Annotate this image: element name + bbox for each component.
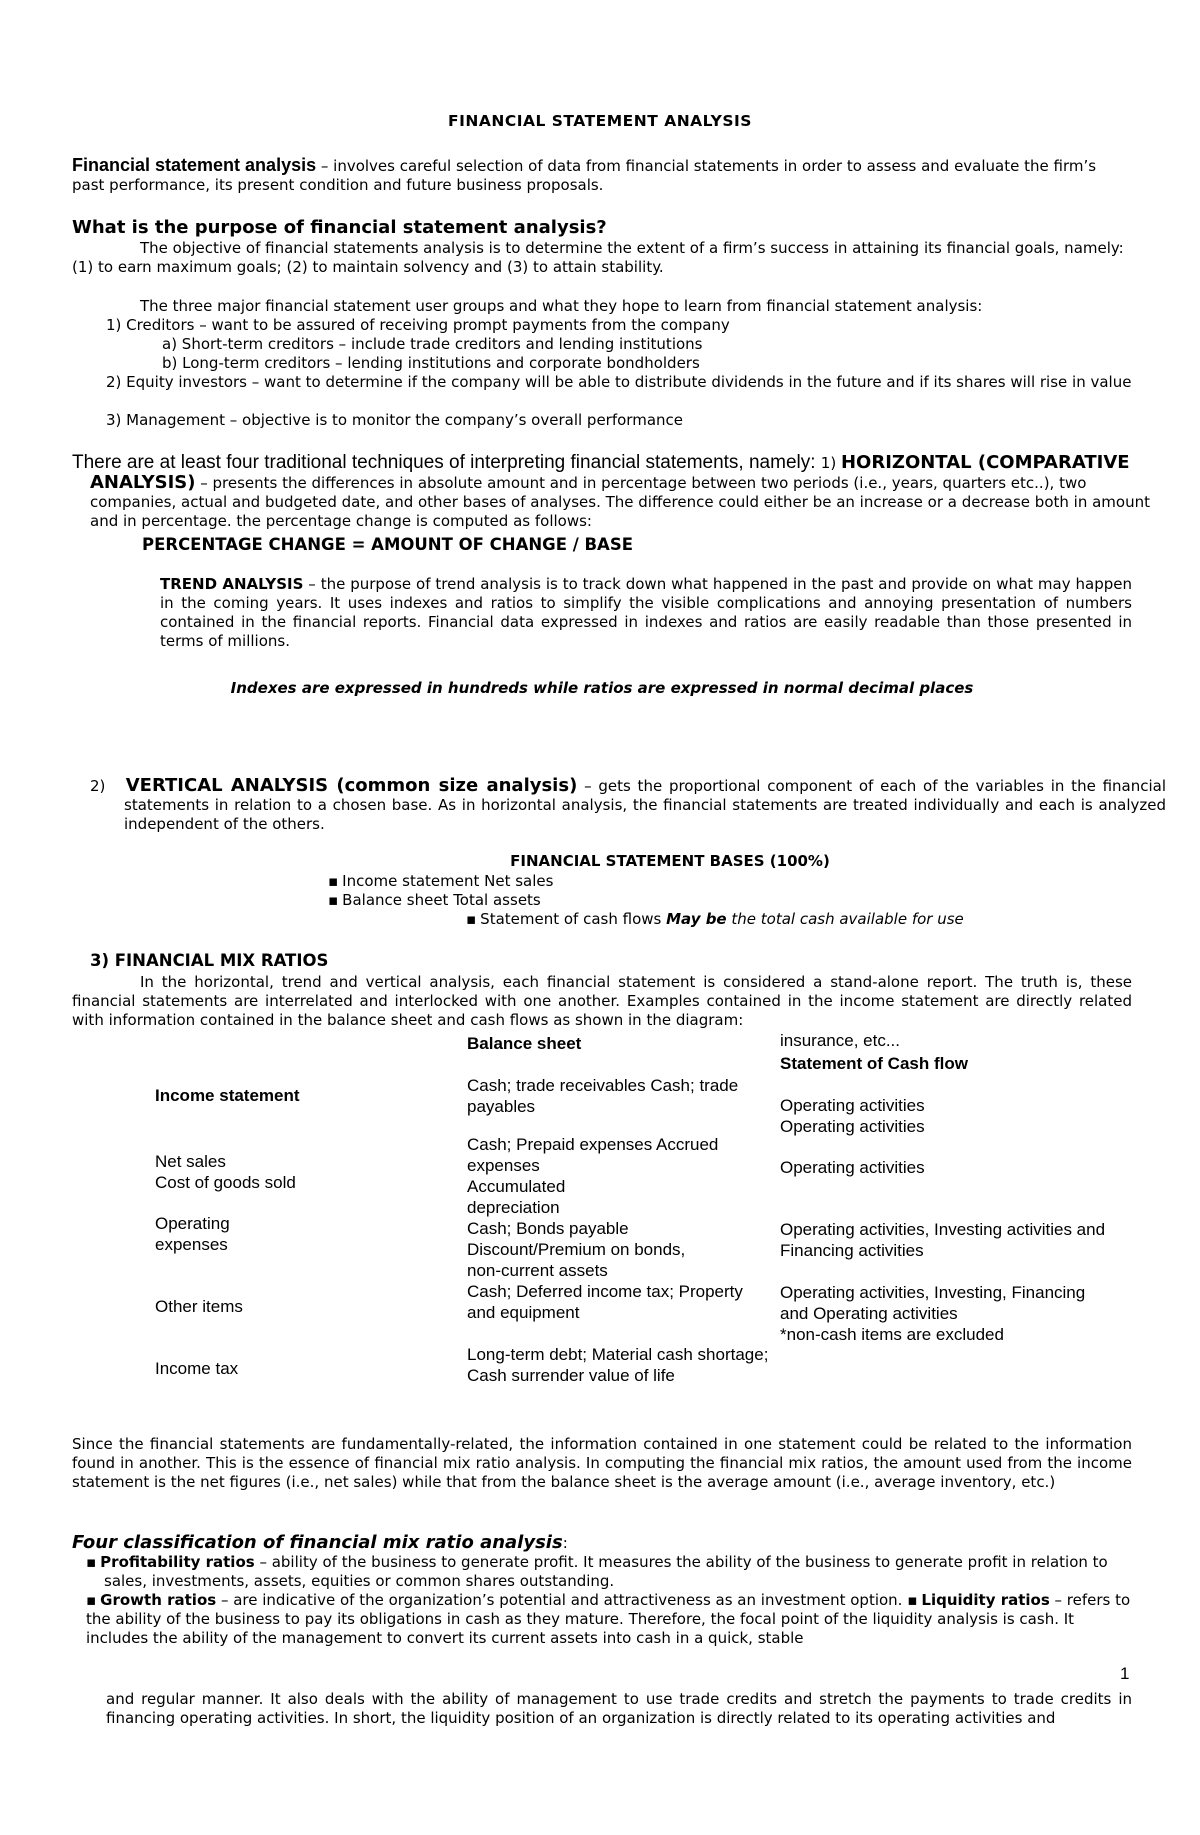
growth-liquidity-item: ▪ Growth ratios – are indicative of the organization’s potential and attractiveness as an investment option. ▪ Liquidity ratios – refers to the ability of the business to pay its obligations in cash as they mature. Therefore, the focal point of the liquidity analysis is cash. It includes the ability of the management to convert its current assets into cash in a quick, stable xyxy=(86,1591,1131,1647)
balance-sheet-header: Balance sheet xyxy=(467,1034,582,1053)
objective-paragraph: The objective of financial statements analysis is to determine the extent of a firm’s success in attaining its financial goals, namely: (1) to earn maximum goals; (2) to maintain solvency and (3) to attain stability. xyxy=(72,239,1124,276)
balance-item: Accumulated depreciation xyxy=(467,1177,566,1217)
continuation-paragraph: and regular manner. It also deals with the ability of management to use trade credits and stretch the payments to trade credits in financing operating activities. In short, the liquidity position of an organization is directly related to its operating activities and xyxy=(106,1690,1132,1727)
income-item: Cost of goods sold xyxy=(155,1173,296,1192)
balance-item: Cash; trade receivables Cash; trade payables xyxy=(467,1076,739,1116)
income-item: Operating expenses xyxy=(155,1214,230,1254)
cash-flow-item: Operating activities, Investing activities and Financing activities xyxy=(780,1220,1106,1260)
vertical-label: VERTICAL ANALYSIS (common size analysis) xyxy=(125,775,578,796)
bullet-icon: ▪ xyxy=(86,1553,97,1571)
bullet-icon: ▪ xyxy=(328,872,339,890)
cash-flow-item: Operating activities xyxy=(780,1117,925,1136)
growth-label: Growth ratios xyxy=(100,1591,217,1609)
balance-item: Cash; Prepaid expenses Accrued expenses xyxy=(467,1135,719,1175)
vertical-text: – gets the proportional component of each of the variables in the financial statements in relation to a chosen base. As in horizontal analysis, the financial statements are treated individually and each is analyzed independent of the others. xyxy=(124,777,1167,833)
cash-flow-header: Statement of Cash flow xyxy=(780,1054,968,1073)
page-title: FINANCIAL STATEMENT ANALYSIS xyxy=(448,112,752,130)
user-group-item: 3) Management – objective is to monitor the company’s overall performance xyxy=(106,411,683,429)
cash-flow-item: *non-cash items are excluded xyxy=(780,1325,1004,1344)
balance-item: Discount/Premium on bonds, non-current assets xyxy=(467,1240,686,1280)
user-group-item: 2) Equity investors – want to determine if the company will be able to distribute dividends in the future and if its shares will rise in value xyxy=(106,373,1132,391)
techniques-num: 1) xyxy=(820,454,841,472)
bullet-icon: ▪ xyxy=(466,910,477,928)
may-be-label: May be xyxy=(666,910,727,928)
balance-item: Long-term debt; Material cash shortage; Cash surrender value of life xyxy=(467,1345,769,1385)
income-item: Income tax xyxy=(155,1359,239,1378)
classification-heading: Four classification of financial mix ratio analysis xyxy=(72,1532,563,1553)
profitability-label: Profitability ratios xyxy=(100,1553,255,1571)
cash-flow-item: Operating activities, Investing, Financing and Operating activities xyxy=(780,1283,1086,1323)
cashflow-rest: the total cash available for use xyxy=(726,910,964,928)
horizontal-label: HORIZONTAL (COMPARATIVE ANALYSIS) xyxy=(90,452,1130,493)
vertical-num: 2) xyxy=(90,777,106,795)
cash-flow-top-text: insurance, etc... xyxy=(780,1031,901,1050)
user-groups-intro: The three major financial statement user groups and what they hope to learn from financial statement analysis: xyxy=(140,297,983,315)
trend-paragraph xyxy=(160,575,1132,651)
liquidity-label: Liquidity ratios xyxy=(921,1591,1050,1609)
bullet-icon: ▪ xyxy=(86,1591,97,1609)
mix-intro: In the horizontal, trend and vertical analysis, each financial statement is considered a stand-alone report. The truth is, these financial statements are interrelated and interlocked with one another. Examples contained in the income statement are directly related with information contained in the balance sheet and cash flows as shown in the diagram: xyxy=(72,973,1132,1029)
bullet-icon: ▪ xyxy=(907,1591,918,1609)
income-item: Other items xyxy=(155,1297,243,1316)
profitability-item: ▪ Profitability ratios – ability of the business to generate profit. It measures the ability of the business to generate profit in relation to sales, investments, assets, equities or common shares outstanding. xyxy=(86,1553,1108,1590)
related-paragraph: Since the financial statements are fundamentally-related, the information contained in one statement could be related to the information found in another. This is the essence of financial mix ratio analysis. In computing the financial mix ratios, the amount used from the income statement is the net figures (i.e., net sales) while that from the balance sheet is the average amount (i.e., average inventory, etc.) xyxy=(72,1435,1132,1491)
techniques-intro: There are at least four traditional techniques of interpreting financial statements, namely: xyxy=(72,452,821,473)
user-group-subitem: b) Long-term creditors – lending institutions and corporate bondholders xyxy=(162,354,700,372)
income-item: Net sales xyxy=(155,1152,226,1171)
cash-flow-item: Operating activities xyxy=(780,1158,925,1177)
trend-label: TREND ANALYSIS xyxy=(160,575,304,593)
income-statement-header: Income statement xyxy=(155,1086,300,1105)
horizontal-text: – presents the differences in absolute amount and in percentage between two periods (i.e., years, quarters etc..), two companies, actual and budgeted date, and other bases of analyses. The difference could either be an increase or a decrease both in amount and in percentage. the percentage change is computed as follows: xyxy=(90,474,1150,530)
definition-term: Financial statement analysis xyxy=(72,155,317,175)
mix-heading: 3) FINANCIAL MIX RATIOS xyxy=(90,951,329,970)
bases-heading: FINANCIAL STATEMENT BASES (100%) xyxy=(510,852,830,870)
user-group-subitem: a) Short-term creditors – include trade creditors and lending institutions xyxy=(162,335,703,353)
purpose-heading: What is the purpose of financial statement analysis? xyxy=(72,217,607,238)
vertical-paragraph xyxy=(90,776,1166,834)
base-item-income: ▪ Income statement Net sales xyxy=(328,872,554,890)
page-number: 1 xyxy=(1120,1664,1130,1683)
definition-text: – involves careful selection of data from financial statements in order to assess and evaluate the firm’s past performance, its present condition and future business proposals. xyxy=(72,157,1097,194)
percentage-formula: PERCENTAGE CHANGE = AMOUNT OF CHANGE / BASE xyxy=(142,535,633,554)
base-item-cashflow: ▪ Statement of cash flows May be the total cash available for use xyxy=(466,910,964,928)
balance-item: Cash; Deferred income tax; Property and equipment xyxy=(467,1282,743,1322)
trend-text: – the purpose of trend analysis is to track down what happened in the past and provide on what may happen in the coming years. It uses indexes and ratios to simplify the visible complications and annoying presentation of numbers contained in the financial reports. Financial data expressed in indexes and ratios are easily readable than those presented in terms of millions. xyxy=(160,575,1132,650)
user-group-item: 1) Creditors – want to be assured of receiving prompt payments from the company xyxy=(106,316,730,334)
cash-flow-item: Operating activities xyxy=(780,1096,925,1115)
classification-heading-line: Four classification of financial mix ratio analysis: xyxy=(72,1532,568,1553)
techniques-paragraph xyxy=(72,452,1150,531)
definition-paragraph xyxy=(72,155,1132,195)
base-item-balance: ▪ Balance sheet Total assets xyxy=(328,891,541,909)
bullet-icon: ▪ xyxy=(328,891,339,909)
balance-item: Cash; Bonds payable xyxy=(467,1219,629,1238)
indexes-note: Indexes are expressed in hundreds while ratios are expressed in normal decimal places xyxy=(230,679,974,697)
